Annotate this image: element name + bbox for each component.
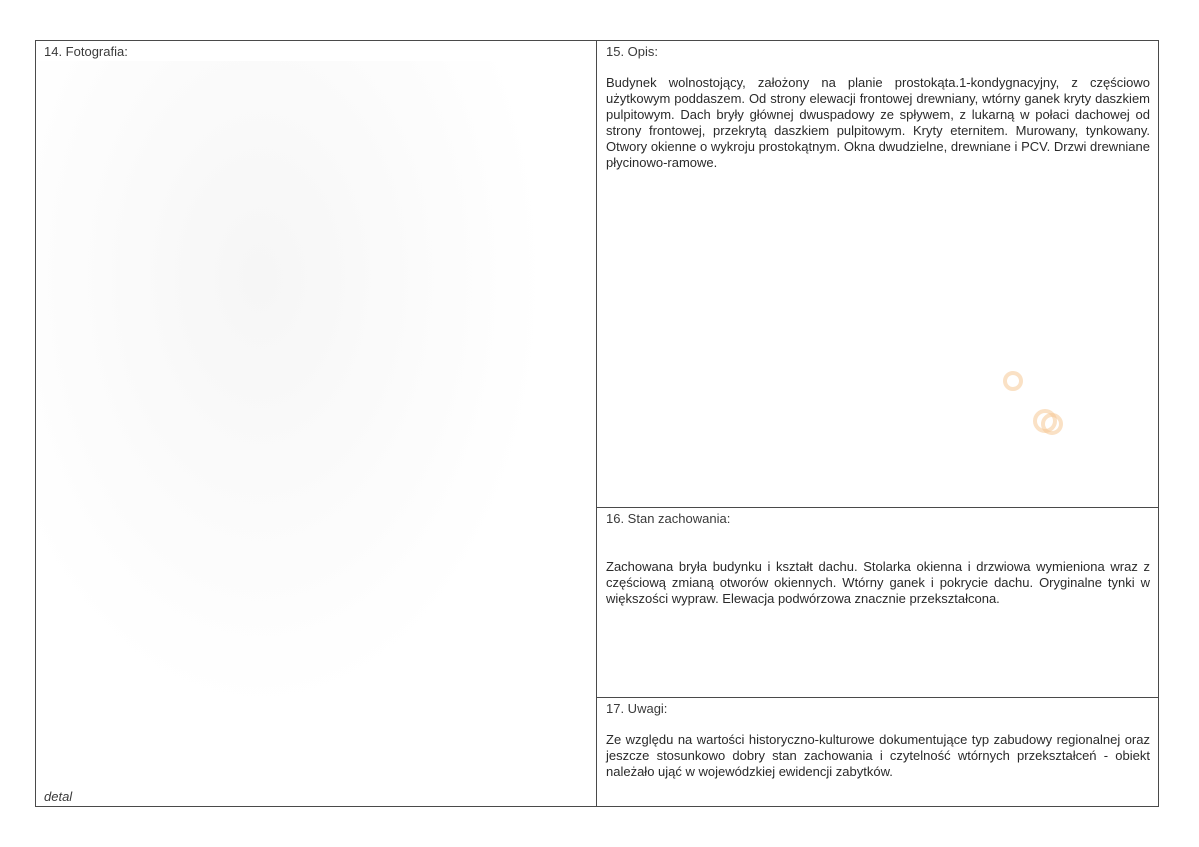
stain-mark [1041, 413, 1063, 435]
remarks-cell [597, 698, 1158, 806]
remarks-text: Ze względu na wartości historyczno-kulturowe dokumentujące typ zabudowy regionalnej oraz jeszcze stosunkowo dobry stan zachowania i czytelność wtórnych przekształceń - obiekt należało ująć w wojewódzkiej ewidencji zabytków. [606, 732, 1150, 779]
photo-image [37, 61, 595, 786]
photo-caption: detal [44, 789, 73, 804]
condition-cell [597, 508, 1158, 698]
photo-label: 14. Fotografia: [44, 44, 128, 59]
description-cell [597, 41, 1158, 508]
record-card [35, 40, 1159, 807]
description-label: 15. Opis: [606, 44, 659, 59]
condition-label: 16. Stan zachowania: [606, 511, 731, 526]
remarks-label: 17. Uwagi: [606, 701, 668, 716]
right-column [597, 41, 1158, 806]
photo-cell [36, 41, 597, 806]
stain-mark [1003, 371, 1023, 391]
description-text: Budynek wolnostojący, założony na planie prostokąta.1-kondygnacyjny, z częściowo użytkowym poddaszem. Od strony elewacji frontowej drewniany, wtórny ganek kryty daszkiem pulpitowym. Dach bryły głównej dwuspadowy ze spływem, z lukarną w połaci dachowej od strony frontowej, przekrytą daszkiem pulpitowym. Kryty eternitem. Murowany, tynkowany. Otwory okienne o wykroju prostokątnym. Okna dwudzielne, drewniane i PCV. Drzwi drewniane płycinowo-ramowe. [606, 75, 1150, 170]
condition-text: Zachowana bryła budynku i kształt dachu. Stolarka okienna i drzwiowa wymieniona wraz z częściową zmianą otworów okiennych. Wtórny ganek i pokrycie dachu. Oryginalne tynki w większości wypraw. Elewacja podwórzowa znacznie przekształcona. [606, 559, 1150, 606]
